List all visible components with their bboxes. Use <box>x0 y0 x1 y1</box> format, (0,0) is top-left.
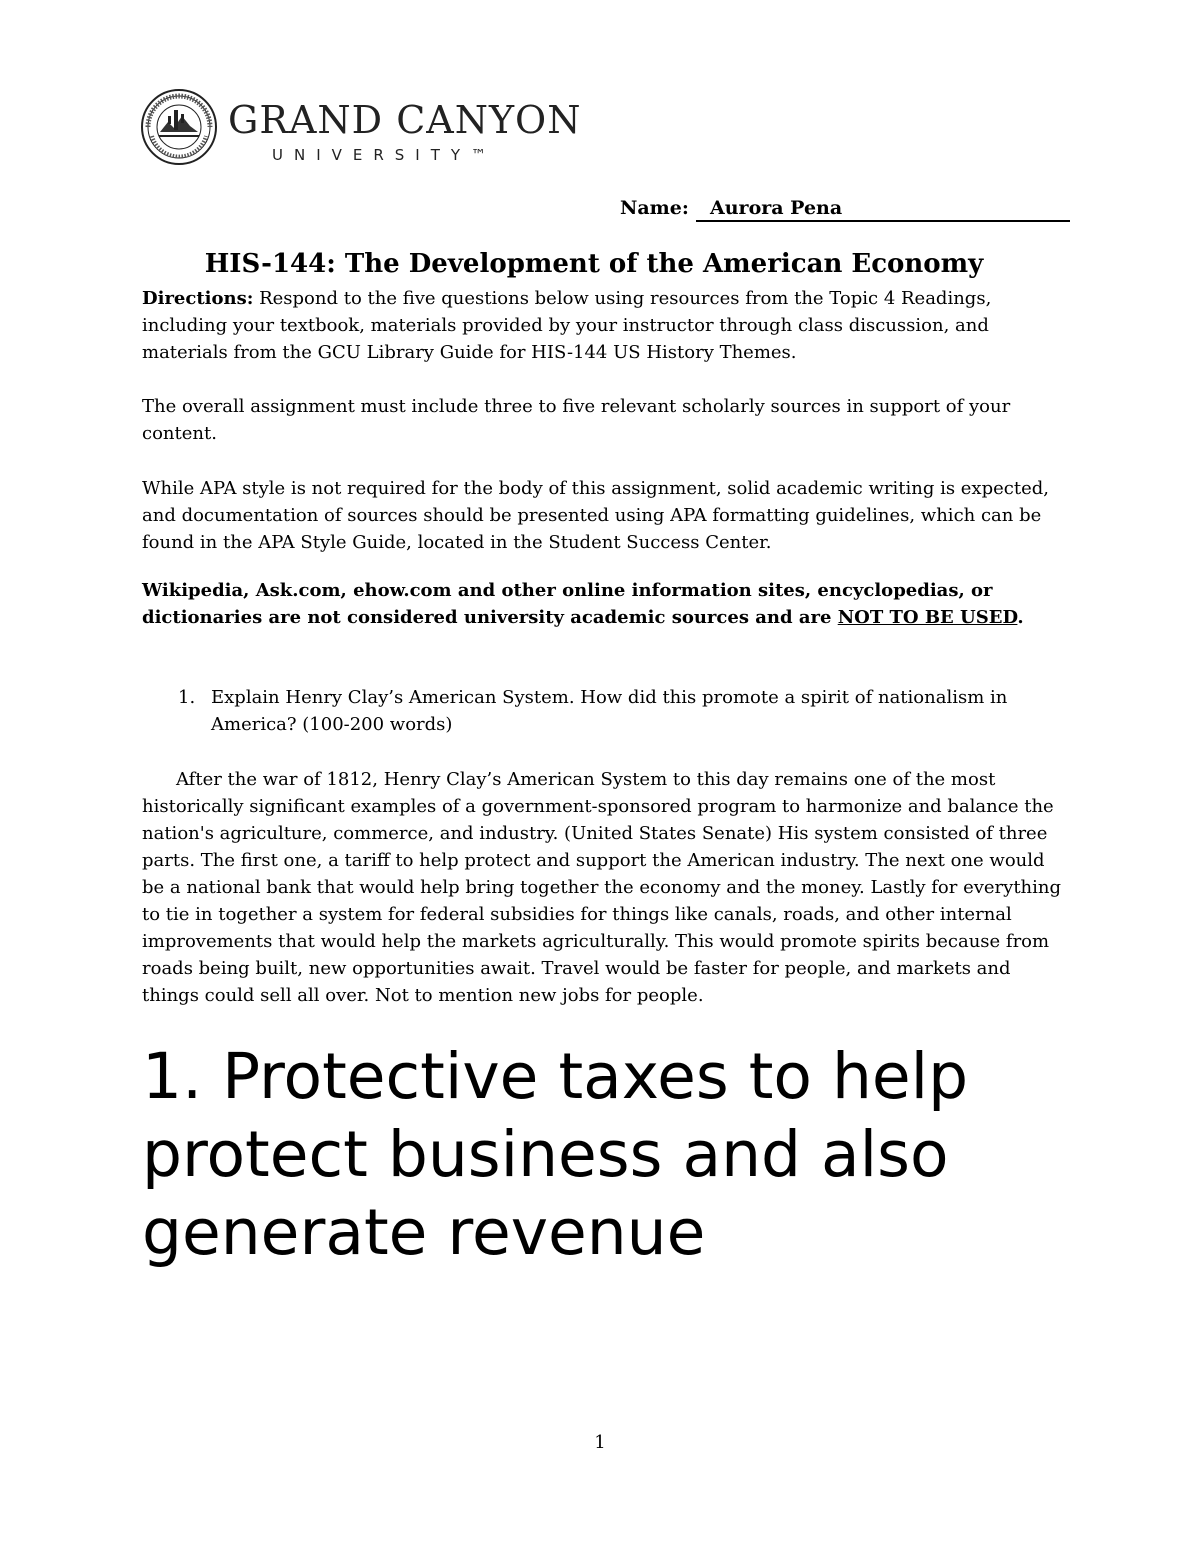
warning-end: . <box>1017 607 1024 628</box>
directions-text: Respond to the five questions below using resources from the Topic 4 Readings, including your textbook, materials provided by your instructor through class discussion, and materials from the GCU Library Guide for HIS-144 US History Themes. <box>142 288 992 363</box>
warning-text: Wikipedia, Ask.com, ehow.com and other online information sites, encyclopedias, or dictionaries are not considered university academic sources and are <box>142 580 993 628</box>
name-value: Aurora Pena <box>696 197 1070 222</box>
directions-label: Directions: <box>142 288 254 309</box>
question-text: Explain Henry Clay’s American System. How did this promote a spirit of nationalism in America? (100-200 words) <box>211 687 1008 735</box>
wordmark-sub: UNIVERSITY™ <box>272 146 498 164</box>
name-field <box>620 197 843 219</box>
university-seal-icon <box>140 88 218 166</box>
large-note: 1. Protective taxes to help protect business and also generate revenue <box>142 1040 969 1269</box>
directions-paragraph <box>142 285 1062 366</box>
sources-paragraph: The overall assignment must include three to five relevant scholarly sources in support of your content. <box>142 396 1011 444</box>
apa-paragraph: While APA style is not required for the body of this assignment, solid academic writing is expected, and documentation of sources should be presented using APA formatting guidelines, which can be found in the APA Style Guide, located in the Student Success Center. <box>142 478 1049 553</box>
answer-paragraph: After the war of 1812, Henry Clay’s American System to this day remains one of the most historically significant examples of a government-sponsored program to harmonize and balance the nation's agriculture, commerce, and industry. (United States Senate) His system consisted of three parts. The first one, a tariff to help protect and support the American industry. The next one would be a national bank that would help bring together the economy and the money. Lastly for everything to tie in together a system for federal subsidies for things like canals, roads, and other internal improvements that would help the markets agriculturally. This would promote spirits because from roads being built, new opportunities await. Travel would be faster for people, and markets and things could sell all over. Not to mention new jobs for people. <box>142 769 1062 1006</box>
warning-paragraph <box>142 577 1062 631</box>
name-label: Name: <box>620 197 689 219</box>
page-number: 1 <box>594 1432 606 1453</box>
warning-underlined: NOT TO BE USED <box>837 607 1018 628</box>
question-number: 1. <box>178 687 196 708</box>
wordmark-main: GRAND CANYON <box>228 98 582 142</box>
page-title: HIS-144: The Development of the American Economy <box>204 249 984 279</box>
university-logo <box>140 88 582 168</box>
